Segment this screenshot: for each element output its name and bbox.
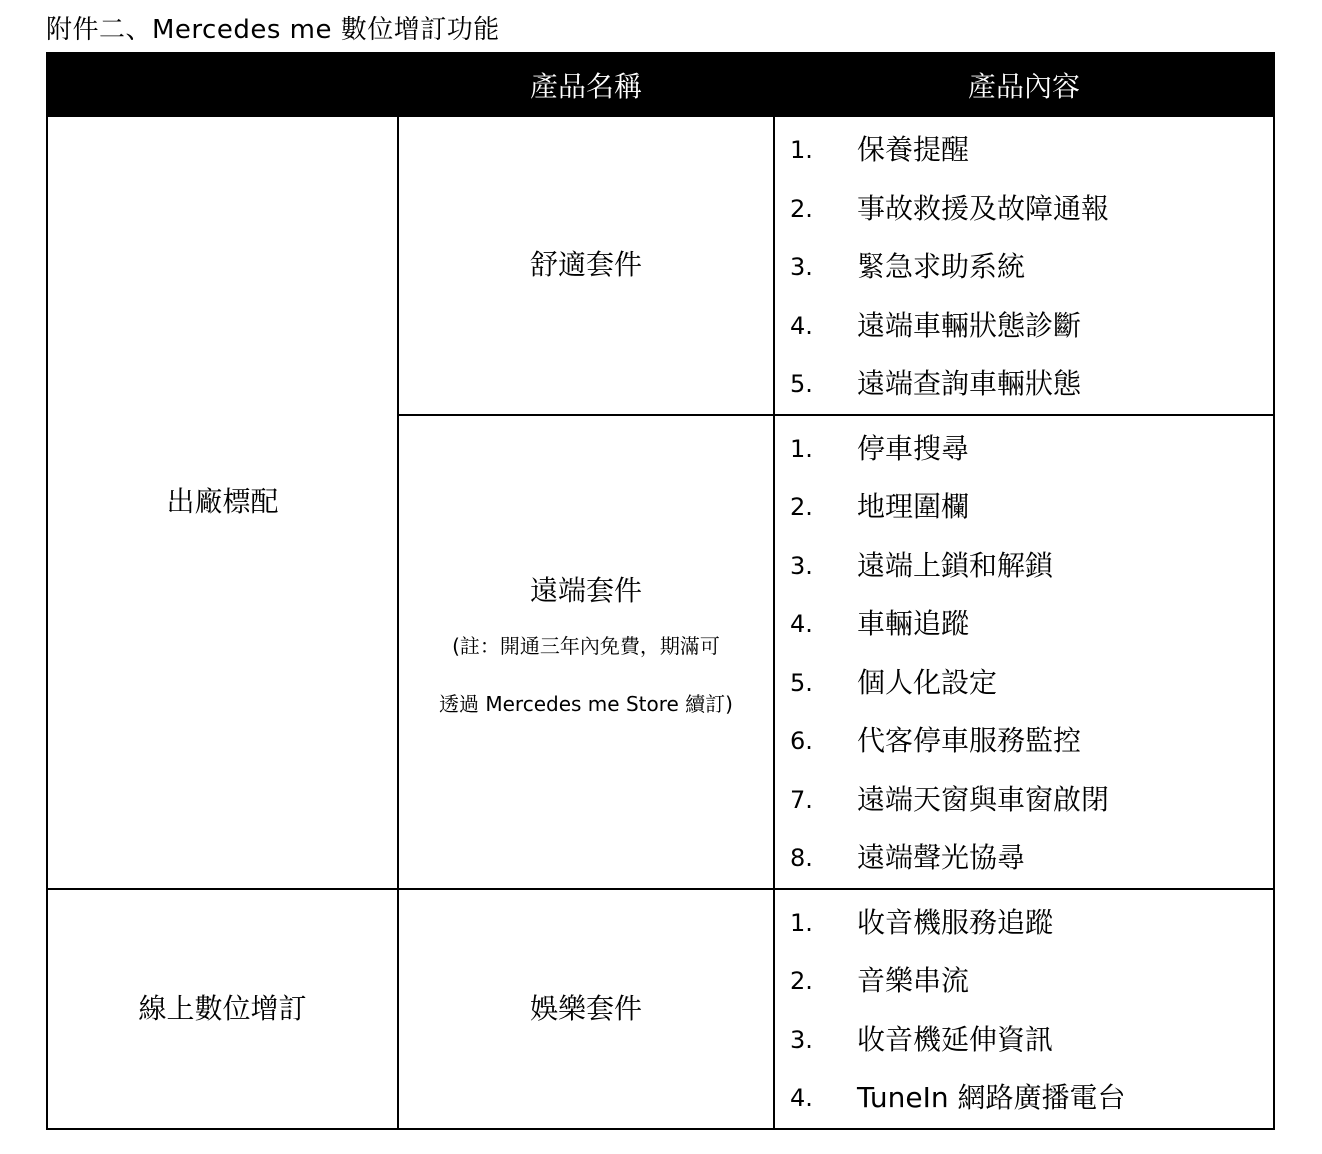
product-name: 舒適套件 xyxy=(529,248,642,282)
category-online-subscription: 線上數位增訂 xyxy=(47,889,398,1129)
list-item xyxy=(775,952,1273,1011)
product-note xyxy=(399,617,773,733)
list-item xyxy=(775,121,1273,180)
item-text: 停車搜尋 xyxy=(857,431,970,465)
item-number: 3. xyxy=(790,1025,813,1054)
item-text: 個人化設定 xyxy=(857,665,998,699)
item-number: 4. xyxy=(790,610,813,638)
list-item xyxy=(775,654,1273,713)
list-item xyxy=(775,1011,1273,1070)
item-text: 收音機服務追蹤 xyxy=(857,905,1054,939)
item-text: TuneIn 網路廣播電台 xyxy=(857,1081,1126,1114)
list-item xyxy=(775,537,1273,596)
product-content xyxy=(774,116,1274,415)
item-number: 7. xyxy=(790,785,813,814)
product-comfort-package xyxy=(398,116,774,415)
item-number: 5. xyxy=(790,668,813,697)
item-number: 4. xyxy=(790,1084,813,1112)
item-text: 代客停車服務監控 xyxy=(857,724,1082,757)
list-item xyxy=(775,829,1273,888)
item-number: 2. xyxy=(790,493,813,521)
list-item xyxy=(775,595,1273,654)
item-text: 遠端查詢車輛狀態 xyxy=(857,367,1082,400)
list-item xyxy=(775,478,1273,537)
item-number: 6. xyxy=(790,727,813,755)
item-text: 保養提醒 xyxy=(857,133,970,166)
item-number: 5. xyxy=(790,370,813,398)
list-item xyxy=(775,180,1273,239)
list-item xyxy=(775,712,1273,771)
product-note-line: 透過 Mercedes me Store 續訂) xyxy=(439,691,733,716)
header-category xyxy=(47,53,398,116)
content-list xyxy=(775,416,1273,888)
list-item xyxy=(775,297,1273,356)
list-item xyxy=(775,355,1273,414)
product-name: 遠端套件 xyxy=(529,573,642,607)
list-item xyxy=(775,771,1273,830)
features-table xyxy=(46,52,1275,1130)
item-number: 1. xyxy=(790,434,813,463)
list-item xyxy=(775,894,1273,953)
item-number: 8. xyxy=(790,844,813,872)
item-number: 4. xyxy=(790,311,813,340)
item-number: 2. xyxy=(790,194,813,223)
product-name: 娛樂套件 xyxy=(529,991,642,1025)
product-remote-package xyxy=(398,415,774,889)
item-number: 1. xyxy=(790,136,813,164)
item-text: 遠端車輛狀態診斷 xyxy=(857,308,1082,342)
item-text: 遠端天窗與車窗啟閉 xyxy=(857,782,1110,816)
item-text: 遠端上鎖和解鎖 xyxy=(857,548,1054,582)
item-text: 事故救援及故障通報 xyxy=(857,191,1110,225)
table-row xyxy=(47,889,1274,1129)
content-list xyxy=(775,117,1273,414)
item-text: 遠端聲光協尋 xyxy=(857,841,1026,874)
item-number: 3. xyxy=(790,253,813,281)
product-content xyxy=(774,415,1274,889)
product-note-line: (註：開通三年內免費，期滿可 xyxy=(452,633,720,658)
product-content xyxy=(774,889,1274,1129)
document-title: 附件二、Mercedes me 數位增訂功能 xyxy=(46,15,500,45)
item-text: 車輛追蹤 xyxy=(857,607,970,640)
list-item xyxy=(775,1069,1273,1128)
item-number: 3. xyxy=(790,551,813,580)
content-list xyxy=(775,890,1273,1128)
category-standard: 出廠標配 xyxy=(47,116,398,889)
item-number: 2. xyxy=(790,967,813,995)
header-product-content: 產品內容 xyxy=(774,53,1274,116)
item-text: 收音機延伸資訊 xyxy=(857,1022,1054,1056)
item-text: 緊急求助系統 xyxy=(857,250,1026,283)
table-row xyxy=(47,116,1274,415)
item-text: 地理圍欄 xyxy=(857,490,970,523)
item-number: 1. xyxy=(790,908,813,937)
header-product-name: 產品名稱 xyxy=(398,53,774,116)
item-text: 音樂串流 xyxy=(857,964,970,997)
list-item xyxy=(775,238,1273,297)
product-entertainment-package xyxy=(398,889,774,1129)
list-item xyxy=(775,420,1273,479)
table-header-row xyxy=(47,53,1274,116)
